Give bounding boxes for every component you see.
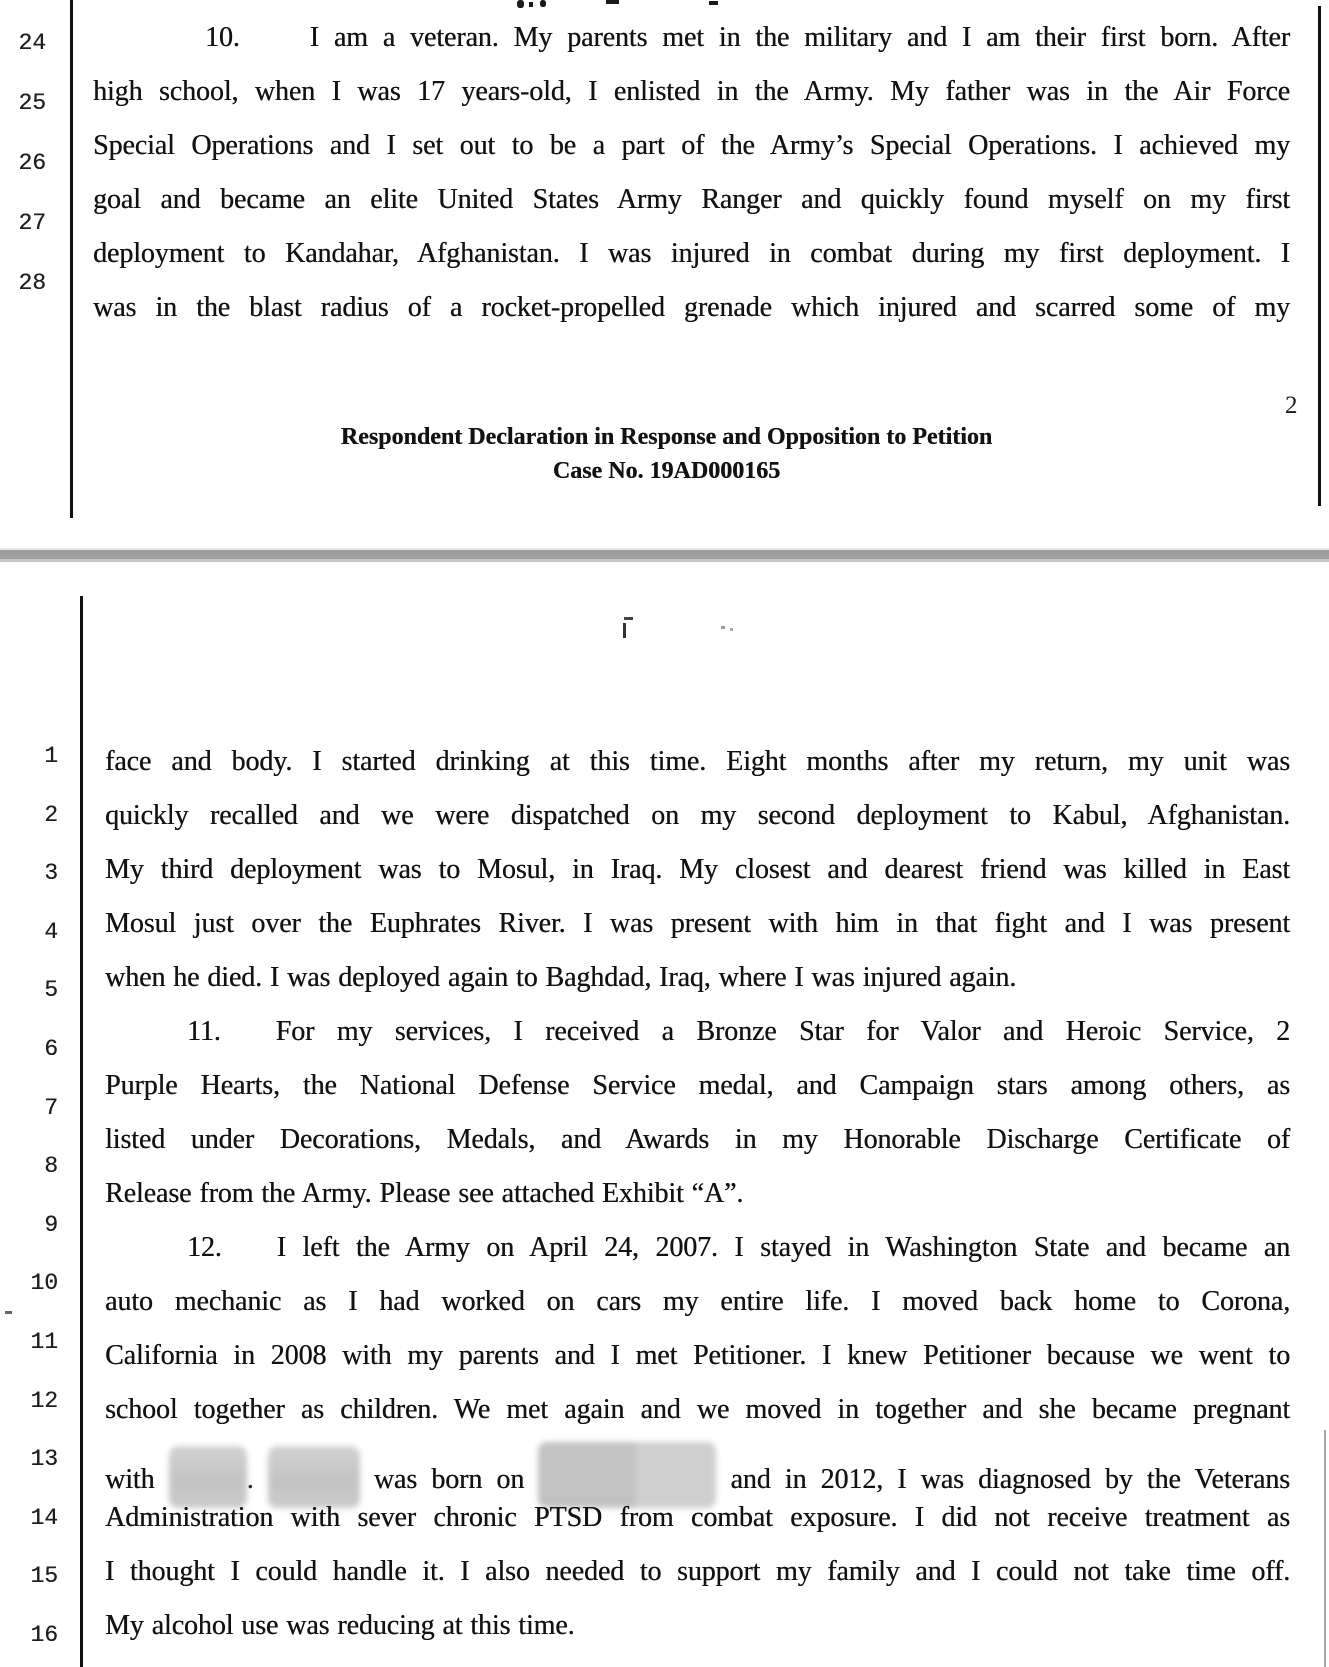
line-text: face and body. I started drinking at this time. Eight months after my return, my unit was: [105, 746, 1290, 777]
left-margin-rule: [70, 0, 73, 518]
line-text: deployment to Kandahar, Afghanistan. I was injured in combat during my first deployment. I: [93, 238, 1290, 269]
scan-artifact: [606, 0, 619, 4]
redacted-line-middle: was born on: [373, 1464, 525, 1495]
document-line: [105, 1172, 1290, 1216]
document-line: [93, 16, 1290, 60]
document-line: [105, 956, 1290, 1000]
scan-artifact: [709, 1, 718, 5]
line-text: I thought I could handle it. I also needed to support my family and I could not take time off.: [105, 1556, 1290, 1587]
tab-space: [240, 45, 310, 46]
line-text: Release from the Army. Please see attached Exhibit “A”.: [105, 1178, 744, 1209]
page-number: 2: [1285, 392, 1298, 419]
line-number: 16: [30, 1622, 58, 1648]
redacted-line-lead: with: [105, 1464, 155, 1495]
tab-space: [221, 1039, 276, 1040]
document-line: [105, 1496, 1290, 1540]
scan-artifact: [730, 628, 733, 631]
line-text: My alcohol use was reducing at this time.: [105, 1610, 575, 1641]
line-text: listed under Decorations, Medals, and Awards in my Honorable Discharge Certificate of: [105, 1124, 1290, 1155]
document-line: [105, 1064, 1290, 1108]
redacted-line-tail: and in 2012, I was diagnosed by the Veterans: [730, 1464, 1290, 1495]
document-line: [105, 1442, 1290, 1495]
line-number: 2: [44, 802, 58, 828]
document-line: [105, 1604, 1290, 1648]
document-line: [105, 1118, 1290, 1162]
document-line: [93, 178, 1290, 222]
document-line: [105, 1550, 1290, 1594]
line-text: Purple Hearts, the National Defense Service medal, and Campaign stars among others, as: [105, 1070, 1290, 1101]
paragraph-number: 11.: [187, 1016, 221, 1047]
line-number: 25: [18, 90, 46, 116]
line-number: 15: [30, 1563, 58, 1589]
line-number: 4: [44, 919, 58, 945]
paragraph-indent: [105, 1255, 187, 1256]
scan-artifact: [5, 1311, 12, 1314]
right-margin-rule: [1318, 6, 1321, 506]
document-line: [105, 902, 1290, 946]
document-line: [105, 1388, 1290, 1432]
document-line: [105, 1010, 1290, 1054]
line-number: 24: [18, 30, 46, 56]
line-number: 26: [18, 150, 46, 176]
line-number: 28: [18, 270, 46, 296]
line-text: Special Operations and I set out to be a part of the Army’s Special Operations. I achieved my: [93, 130, 1290, 161]
line-text: goal and became an elite United States Army Ranger and quickly found myself on my first: [93, 184, 1290, 215]
line-text: My third deployment was to Mosul, in Iraq. My closest and dearest friend was killed in East: [105, 854, 1290, 885]
tab-space: [222, 1255, 277, 1256]
line-text: Mosul just over the Euphrates River. I was present with him in that fight and I was present: [105, 908, 1290, 939]
line-text: auto mechanic as I had worked on cars my entire life. I moved back home to Corona,: [105, 1286, 1290, 1317]
line-number: 10: [30, 1270, 58, 1296]
paragraph-indent: [93, 45, 205, 46]
line-number: 8: [44, 1153, 58, 1179]
document-line: [105, 1280, 1290, 1324]
paragraph-number: 12.: [187, 1232, 222, 1263]
line-text: high school, when I was 17 years-old, I enlisted in the Army. My father was in the Air Force: [93, 76, 1290, 107]
line-number: 11: [30, 1329, 58, 1355]
document-line: [105, 848, 1290, 892]
document-line: [105, 740, 1290, 784]
left-margin-rule: [80, 596, 83, 1667]
line-text: I left the Army on April 24, 2007. I stayed in Washington State and became an: [276, 1232, 1290, 1263]
line-text: quickly recalled and we were dispatched on my second deployment to Kabul, Afghanistan.: [105, 800, 1290, 831]
paragraph-indent: [105, 1039, 187, 1040]
redacted-line-separator: .: [246, 1464, 254, 1495]
document-line: [105, 1334, 1290, 1378]
line-text: I am a veteran. My parents met in the military and I am their first born. After: [309, 22, 1290, 53]
scan-artifact: [540, 0, 546, 7]
document-line: [105, 1226, 1290, 1270]
right-margin-rule: [1324, 1430, 1326, 1667]
line-number: 5: [44, 977, 58, 1003]
scan-artifact: [623, 623, 626, 638]
line-number: 13: [30, 1446, 58, 1472]
paragraph-number: 10.: [205, 22, 240, 53]
document-line: [93, 70, 1290, 114]
scan-artifact: [517, 0, 524, 8]
document-line: [93, 232, 1290, 276]
line-text: Administration with sever chronic PTSD from combat exposure. I did not receive treatment as: [105, 1502, 1290, 1533]
scan-artifact: [529, 2, 533, 7]
footer-case-number: Case No. 19AD000165: [552, 458, 781, 484]
page-divider: [0, 548, 1329, 562]
line-text: For my services, I received a Bronze Star for Valor and Heroic Service, 2: [275, 1016, 1290, 1047]
line-text: when he died. I was deployed again to Baghdad, Iraq, where I was injured again.: [105, 962, 1017, 993]
line-number: 14: [30, 1505, 58, 1531]
line-number: 12: [30, 1388, 58, 1414]
line-number: 7: [44, 1095, 58, 1121]
line-number: 1: [44, 743, 58, 769]
line-number: 27: [18, 210, 46, 236]
line-text: was in the blast radius of a rocket-propelled grenade which injured and scarred some of my: [93, 292, 1290, 323]
document-line: [93, 286, 1290, 330]
scan-artifact: [721, 626, 725, 629]
line-number: 6: [44, 1036, 58, 1062]
line-text: California in 2008 with my parents and I met Petitioner. I knew Petitioner because we went to: [105, 1340, 1290, 1371]
footer-title: Respondent Declaration in Response and Opposition to Petition: [340, 424, 993, 450]
document-line: [93, 124, 1290, 168]
line-text: school together as children. We met again and we moved in together and she became pregnant: [105, 1394, 1290, 1425]
line-number: 9: [44, 1212, 58, 1238]
line-number: 3: [44, 860, 58, 886]
document-line: [105, 794, 1290, 838]
scan-artifact: [624, 617, 633, 620]
